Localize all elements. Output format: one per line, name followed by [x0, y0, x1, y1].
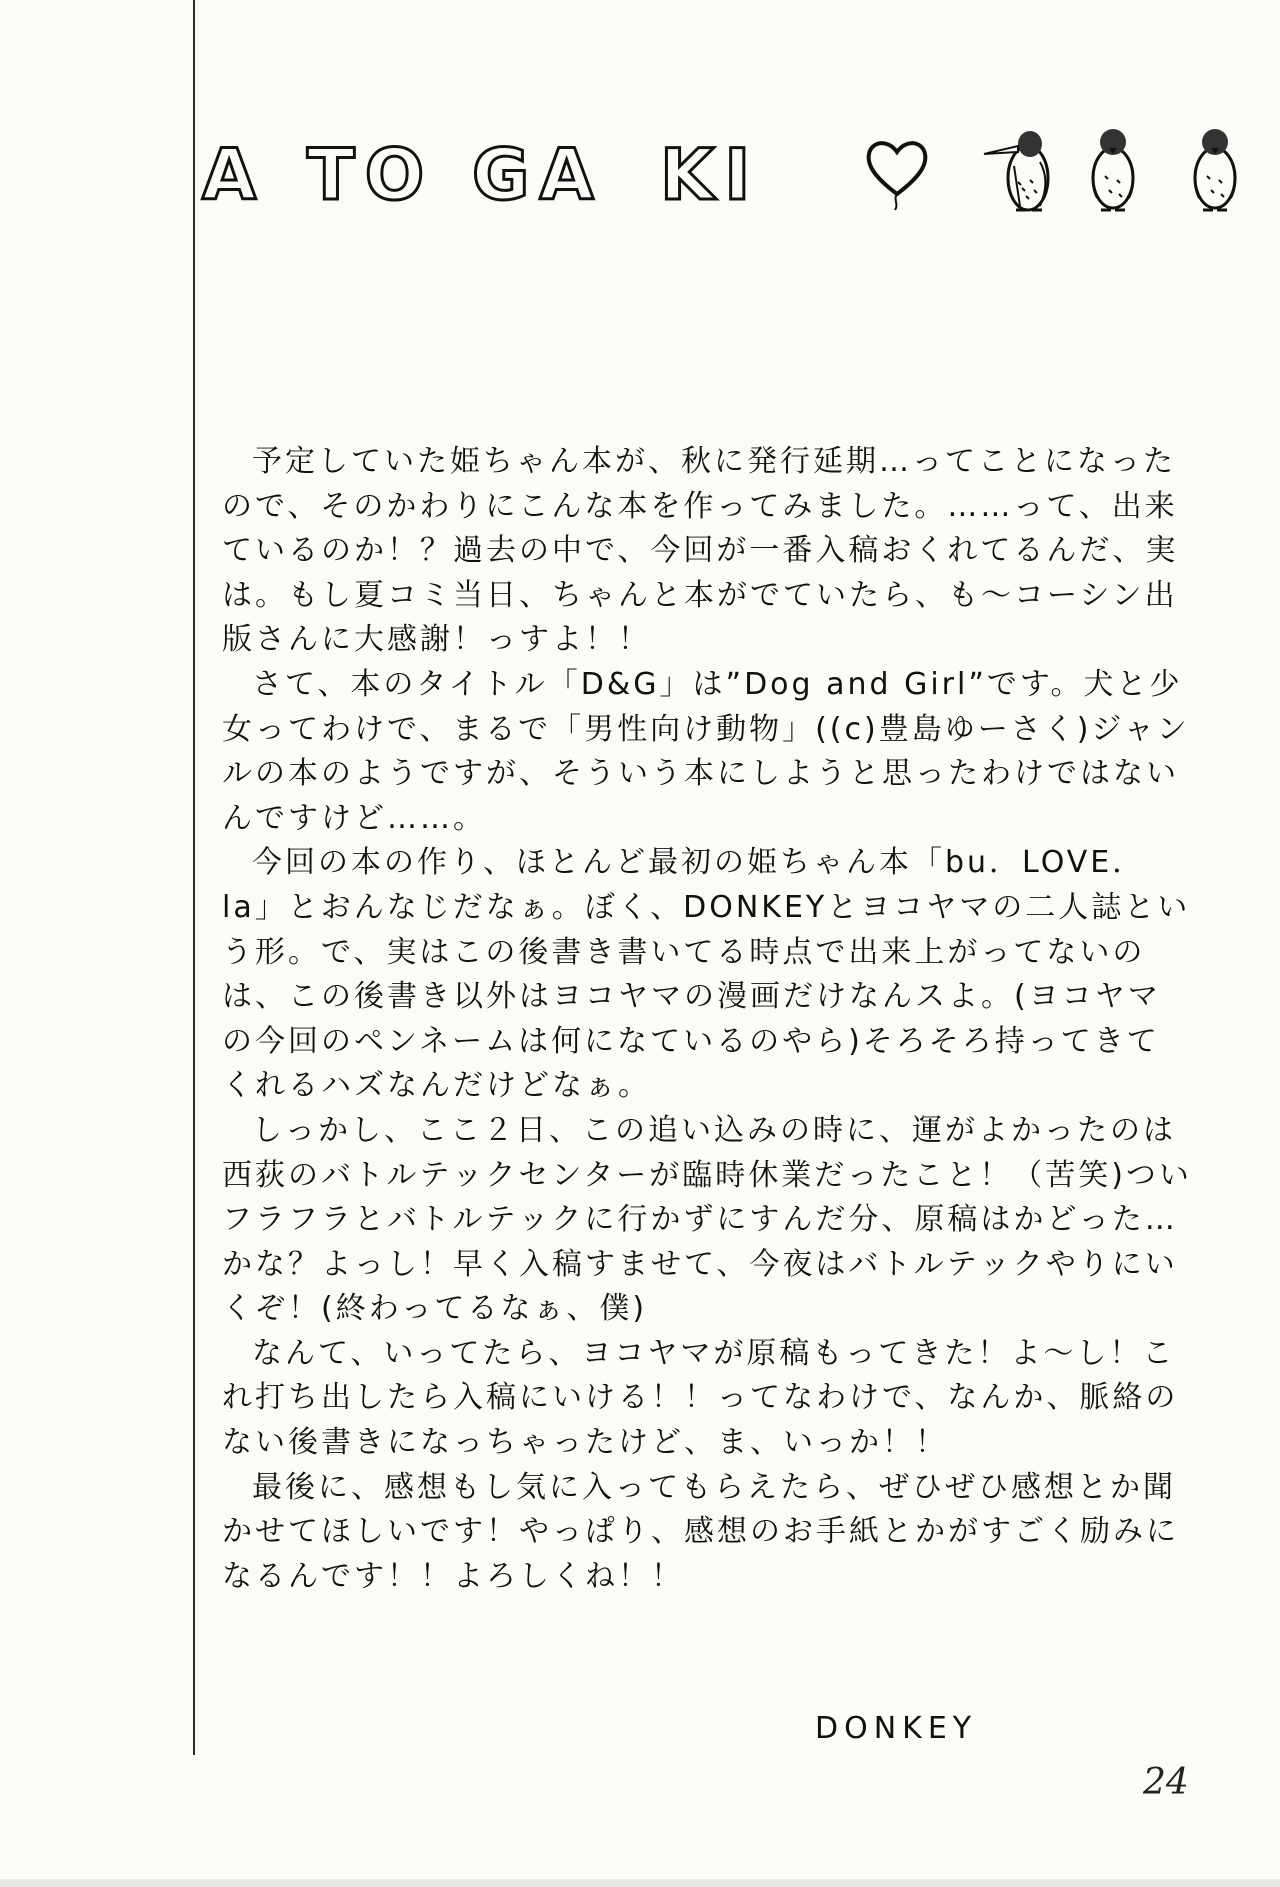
paragraph: 予定していた姫ちゃん本が、秋に発行延期…ってことになったので、そのかわりにこんな本を作ってみました。……って、出来ているのか！？過去の中で、今回が一番入稿おくれてるんだ、実は。もし夏コミ当日、ちゃんと本がでていたら、も〜コーシン出版さんに大感謝！っすよ！！ — [222, 444, 1179, 658]
paragraph: 今回の本の作り、ほとんど最初の姫ちゃん本「bu．LOVE．la」とおんなじだなぁ。ぼく、DONKEYとヨコヤマの二人誌という形。で、実はこの後書き書いてる時点で出来上がってないのは、この後書き以外はヨコヤマの漫画だけなんスよ。(ヨコヤマの今回のペンネームは何になているのやら)そろそろ持ってきてくれるハズなんだけどなぁ。 — [222, 845, 1191, 1104]
page-number: 24 — [1143, 1762, 1189, 1803]
paragraph: しっかし、ここ２日、この追い込みの時に、運がよかったのは西荻のバトルテックセンターが臨時休業だったこと！（苦笑)ついフラフラとバトルテックに行かずにすんだ分、原稿はかどった…かな？よっし！早く入稿すませて、今夜はバトルテックやりにいくぞ！(終わってるなぁ、僕) — [222, 1112, 1192, 1327]
page-margin-line — [193, 0, 195, 1755]
penguin-icon — [970, 122, 1060, 218]
title-word-ga: GA — [472, 134, 604, 216]
heart-balloon-icon — [863, 132, 931, 212]
paragraph: 最後に、感想もし気に入ってもらえたら、ぜひぜひ感想とか聞かせてほしいです！やっぱり、感想のお手紙とかがすごく励みになるんです！！よろしくね！！ — [222, 1469, 1179, 1594]
penguin-icon — [1083, 122, 1143, 218]
title-word-a: A — [202, 134, 267, 216]
title-word-to: TO — [307, 134, 435, 216]
title-word-ki: KI — [660, 134, 761, 216]
penguin-icon — [1185, 122, 1245, 218]
page-bottom-edge — [0, 1879, 1280, 1887]
paragraph: さて、本のタイトル「D&G」は”Dog and Girl”です。犬と少女ってわけで、まるで「男性向け動物」((c)豊島ゆーさく)ジャンルの本のようですが、そういう本にしようと思ったわけではないんですけど……。 — [222, 666, 1190, 836]
title-heading — [200, 120, 1260, 240]
afterword-body — [222, 440, 1192, 1599]
author-signature: DONKEY — [815, 1711, 978, 1746]
paragraph: なんて、いってたら、ヨコヤマが原稿もってきた！よ〜し！これ打ち出したら入稿にいける！！ってなわけで、なんか、脈絡のない後書きになっちゃったけど、ま、いっか！！ — [222, 1335, 1179, 1461]
